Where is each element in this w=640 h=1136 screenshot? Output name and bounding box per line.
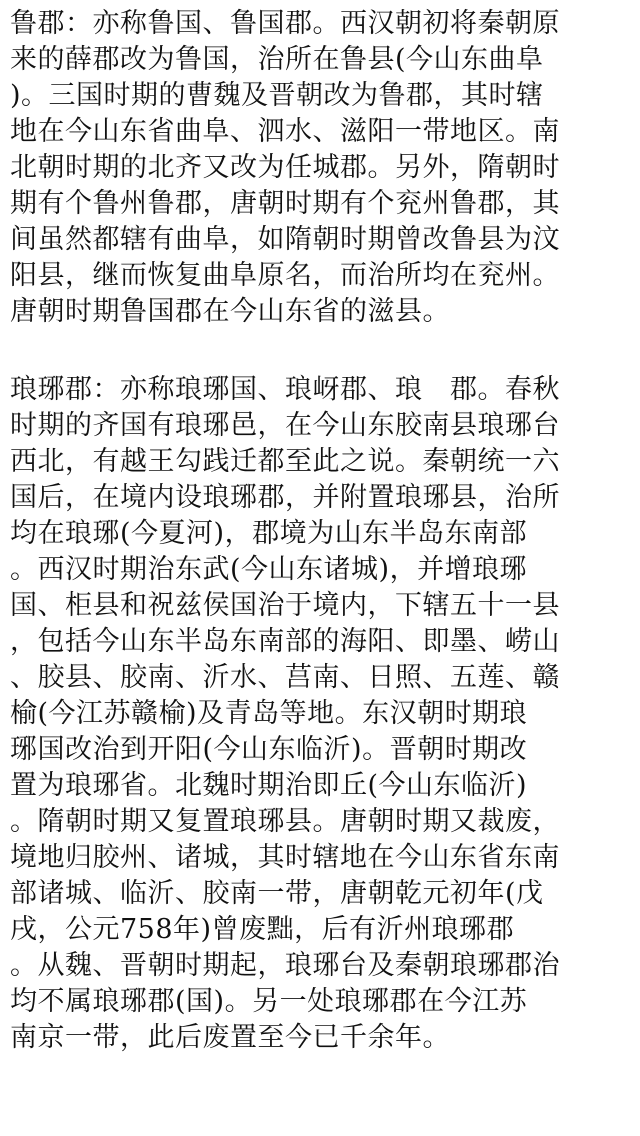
text-line: ，包括今山东半岛东南部的海阳、即墨、崂山 <box>10 626 560 657</box>
text-line: 、胶县、胶南、沂水、莒南、日照、五莲、赣 <box>10 662 560 693</box>
text-line: 期有个鲁州鲁郡，唐朝时期有个兖州鲁郡，其 <box>10 188 560 219</box>
paragraph-spacer <box>10 330 632 372</box>
text-line: 均不属琅琊郡(国)。另一处琅琊郡在今江苏 <box>10 986 528 1017</box>
text-line: 间虽然都辖有曲阜，如隋朝时期曾改鲁县为汶 <box>10 224 560 255</box>
text-line: 置为琅琊省。北魏时期治即丘(今山东临沂) <box>10 770 528 801</box>
paragraph-lu-commandery <box>10 6 632 330</box>
text-line: 阳县，继而恢复曲阜原名，而治所均在兖州。 <box>10 260 560 291</box>
text-line: 时期的齐国有琅琊邑，在今山东胶南县琅琊台 <box>10 410 560 441</box>
text-line: 境地归胶州、诸城，其时辖地在今山东省东南 <box>10 842 560 873</box>
text-line: 部诸城、临沂、胶南一带，唐朝乾元初年(戊 <box>10 878 544 909</box>
text-line: 南京一带，此后废置至今已千余年。 <box>10 1022 450 1053</box>
text-line: )。三国时期的曹魏及晋朝改为鲁郡，其时辖 <box>10 80 544 111</box>
text-line: 国后，在境内设琅琊郡，并附置琅琊县，治所 <box>10 482 560 513</box>
text-line: 。西汉时期治东武(今山东诸城)，并增琅琊 <box>10 554 528 585</box>
text-line: 西北，有越王勾践迁都至此之说。秦朝统一六 <box>10 446 560 477</box>
text-line: 琊国改治到开阳(今山东临沂)。晋朝时期改 <box>10 734 528 765</box>
document-page <box>10 6 632 1056</box>
text-line: 戌，公元758年)曾废黜，后有沂州琅琊郡 <box>10 914 515 945</box>
text-line: 地在今山东省曲阜、泗水、滋阳一带地区。南 <box>10 116 560 147</box>
text-line: 来的薛郡改为鲁国，治所在鲁县(今山东曲阜 <box>10 44 544 75</box>
text-line: 均在琅琊(今夏河)，郡境为山东半岛东南部 <box>10 518 528 549</box>
text-line: 琅琊郡：亦称琅琊国、琅岈郡、琅 郡。春秋 <box>10 374 560 405</box>
text-line: 国、柜县和祝兹侯国治于境内，下辖五十一县 <box>10 590 560 621</box>
text-line: 。从魏、晋朝时期起，琅琊台及秦朝琅琊郡治 <box>10 950 560 981</box>
paragraph-langya-commandery <box>10 372 632 1056</box>
text-line: 。隋朝时期又复置琅琊县。唐朝时期又裁废， <box>10 806 560 837</box>
text-line: 鲁郡：亦称鲁国、鲁国郡。西汉朝初将秦朝原 <box>10 8 560 39</box>
text-line: 北朝时期的北齐又改为任城郡。另外，隋朝时 <box>10 152 560 183</box>
text-line: 榆(今江苏赣榆)及青岛等地。东汉朝时期琅 <box>10 698 528 729</box>
text-line: 唐朝时期鲁国郡在今山东省的滋县。 <box>10 296 450 327</box>
